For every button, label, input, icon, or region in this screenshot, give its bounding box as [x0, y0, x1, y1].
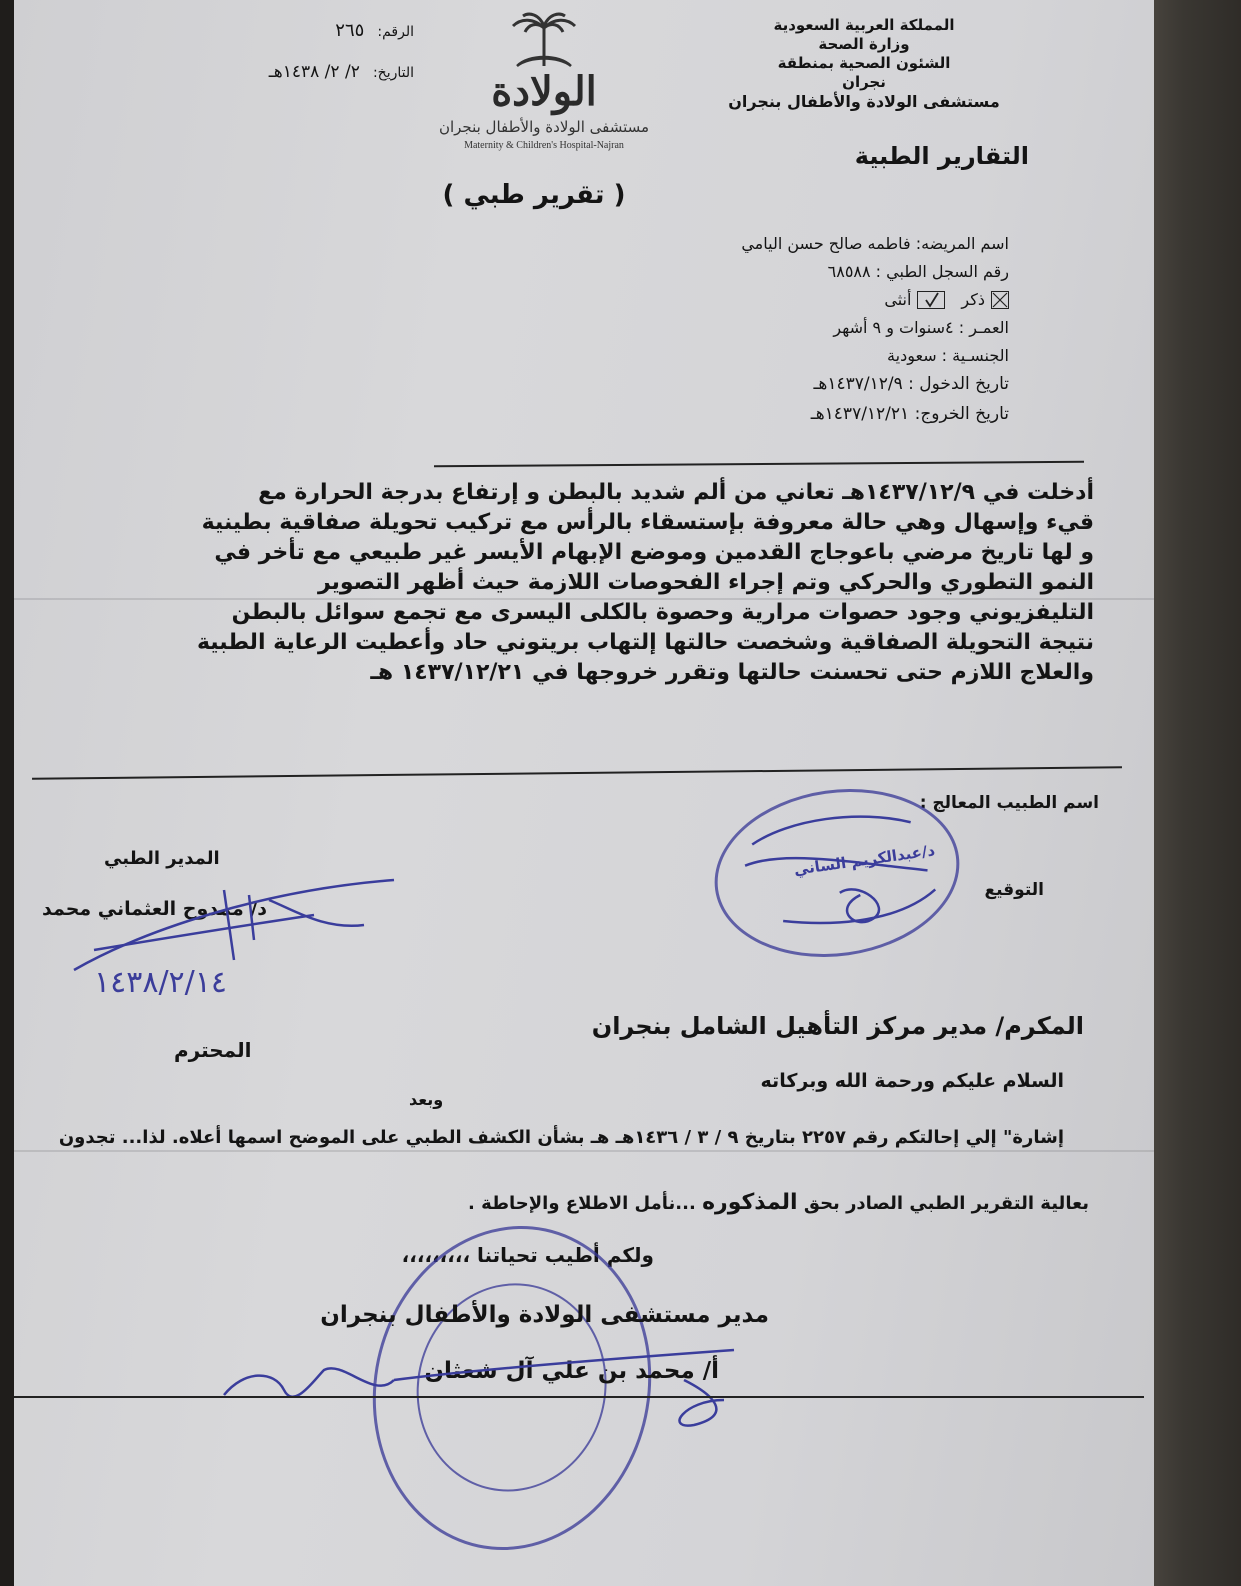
letter-honorific: المحترم: [174, 1038, 252, 1062]
patient-nationality: الجنسـية : سعودية: [887, 346, 1009, 365]
paper-fold: [14, 1150, 1154, 1152]
body-line: التليفزيوني وجود حصوات مرارية وحصوة بالكلى اليسرى مع تجمع سوائل بالبطن: [231, 600, 1094, 625]
divider: [434, 461, 1084, 468]
report-title: ( تقرير طبي ): [442, 180, 626, 210]
gender-row: [884, 290, 1009, 309]
body-line: و لها تاريخ مرضي باعوجاج القدمين وموضع الإبهام الأيسر غير طبيعي مع تأخر في: [214, 540, 1094, 565]
doctor-stamp: [704, 774, 971, 973]
ministry-header: [699, 16, 1029, 111]
director-general-signature: [214, 1340, 774, 1440]
header-line: مستشفى الولادة والأطفال بنجران: [728, 92, 1000, 111]
doctor-signature-label: التوقيع: [984, 880, 1044, 900]
patient-name: اسم المريضه: فاطمه صالح حسن اليامي: [741, 234, 1009, 253]
header-line: المملكة العربية السعودية: [773, 16, 955, 34]
female-checkbox: [917, 291, 945, 309]
doctor-signature: [707, 777, 967, 969]
date-block: [144, 62, 414, 82]
background-edge-left: [0, 0, 14, 1586]
letter-after: وبعد: [409, 1090, 444, 1109]
director-signature: [64, 870, 404, 980]
header-line: وزارة الصحة: [818, 35, 910, 53]
letter-signatory-name: أ/ محمد بن علي آل شعثان: [424, 1358, 719, 1384]
letter-greeting: السلام عليكم ورحمة الله وبركاته: [760, 1070, 1064, 1092]
letter-body-emphasis: المذكوره: [702, 1190, 798, 1215]
admission-date: تاريخ الدخول : ١٤٣٧/١٢/٩هـ: [813, 374, 1009, 394]
date-label: التاريخ:: [372, 65, 414, 81]
gender-male-label: ذكر: [961, 290, 985, 309]
doctor-name-label: اسم الطبيب المعالج :: [919, 793, 1099, 813]
divider: [32, 766, 1122, 779]
header-line: الشئون الصحية بمنطقة: [777, 54, 951, 72]
reference-block: [264, 20, 414, 41]
stamp-doctor-name: د/عبدالكريم الساني: [792, 841, 937, 879]
date-value: ٢/ ٢/ ١٤٣٨هـ: [268, 62, 360, 82]
letter-addressee: المكرم/ مدير مركز التأهيل الشامل بنجران: [591, 1012, 1084, 1040]
body-line: نتيجة التحويلة الصفاقية وشخصت حالتها إلتهاب بريتوني حاد وأعطيت الرعاية الطبية: [196, 630, 1094, 655]
palm-swords-icon: [499, 10, 589, 68]
body-line: النمو التطوري والحركي وتم إجراء الفحوصات اللازمة حيث أظهر التصوير: [317, 570, 1094, 595]
medical-director-title: المدير الطبي: [104, 848, 220, 869]
discharge-date: تاريخ الخروج: ١٤٣٧/١٢/٢١هـ: [810, 404, 1009, 424]
background-edge-right: [1146, 0, 1241, 1586]
body-line: والعلاج اللازم حتى تحسنت حالتها وتقرر خروجها في ١٤٣٧/١٢/٢١ هـ: [370, 660, 1094, 685]
body-line: قيء وإسهال وهي حالة معروفة بإستسقاء بالرأس مع تركيب تحويلة صفاقية بطينية: [201, 510, 1094, 535]
logo-arabic-name: مستشفى الولادة والأطفال بنجران: [438, 118, 650, 136]
male-checkbox: [991, 291, 1009, 309]
patient-record: رقم السجل الطبي : ٦٨٥٨٨: [827, 262, 1009, 281]
body-line: أدخلت في ١٤٣٧/١٢/٩هـ تعاني من ألم شديد بالبطن و إرتفاع بدرجة الحرارة مع: [258, 480, 1094, 505]
report-body: [34, 478, 1094, 688]
medical-director-name: د/ ممدوح العثماني محمد: [42, 898, 268, 920]
logo-english-name: Maternity & Children's Hospital-Najran: [464, 140, 624, 151]
patient-age: العمـر : ٤سنوات و ٩ أشهر: [833, 318, 1009, 337]
hospital-logo: [414, 10, 674, 160]
letter-body-line2: [468, 1190, 1089, 1215]
director-date: ١٤٣٨/٢/١٤: [94, 965, 228, 1000]
letter-signatory-title: مدير مستشفى الولادة والأطفال بنجران: [320, 1302, 769, 1328]
letter-body-part: بعالية التقرير الطبي الصادر بحق: [803, 1193, 1089, 1214]
logo-wordmark: الولادة: [491, 68, 597, 115]
letter-closing: ولكم أطيب تحياتنا ،،،،،،،،،: [401, 1243, 654, 1267]
divider: [14, 1396, 1144, 1398]
section-title: التقارير الطبية: [854, 142, 1029, 170]
ref-value: ٢٦٥: [335, 20, 365, 41]
letter-body-line1: إشارة" إلي إحالتكم رقم ٢٢٥٧ بتاريخ ٩ / ٣ / ١٤٣٦هـ هـ بشأن الكشف الطبي على الموضح اسمها أعلاه. لذا... تجدون: [58, 1127, 1064, 1148]
medical-report-paper: [14, 0, 1154, 1586]
gender-female-label: أنثى: [884, 290, 912, 309]
letter-body-part: ...نأمل الاطلاع والإحاطة .: [468, 1193, 696, 1214]
header-line: نجران: [842, 73, 886, 91]
ref-label: الرقم:: [377, 24, 414, 40]
